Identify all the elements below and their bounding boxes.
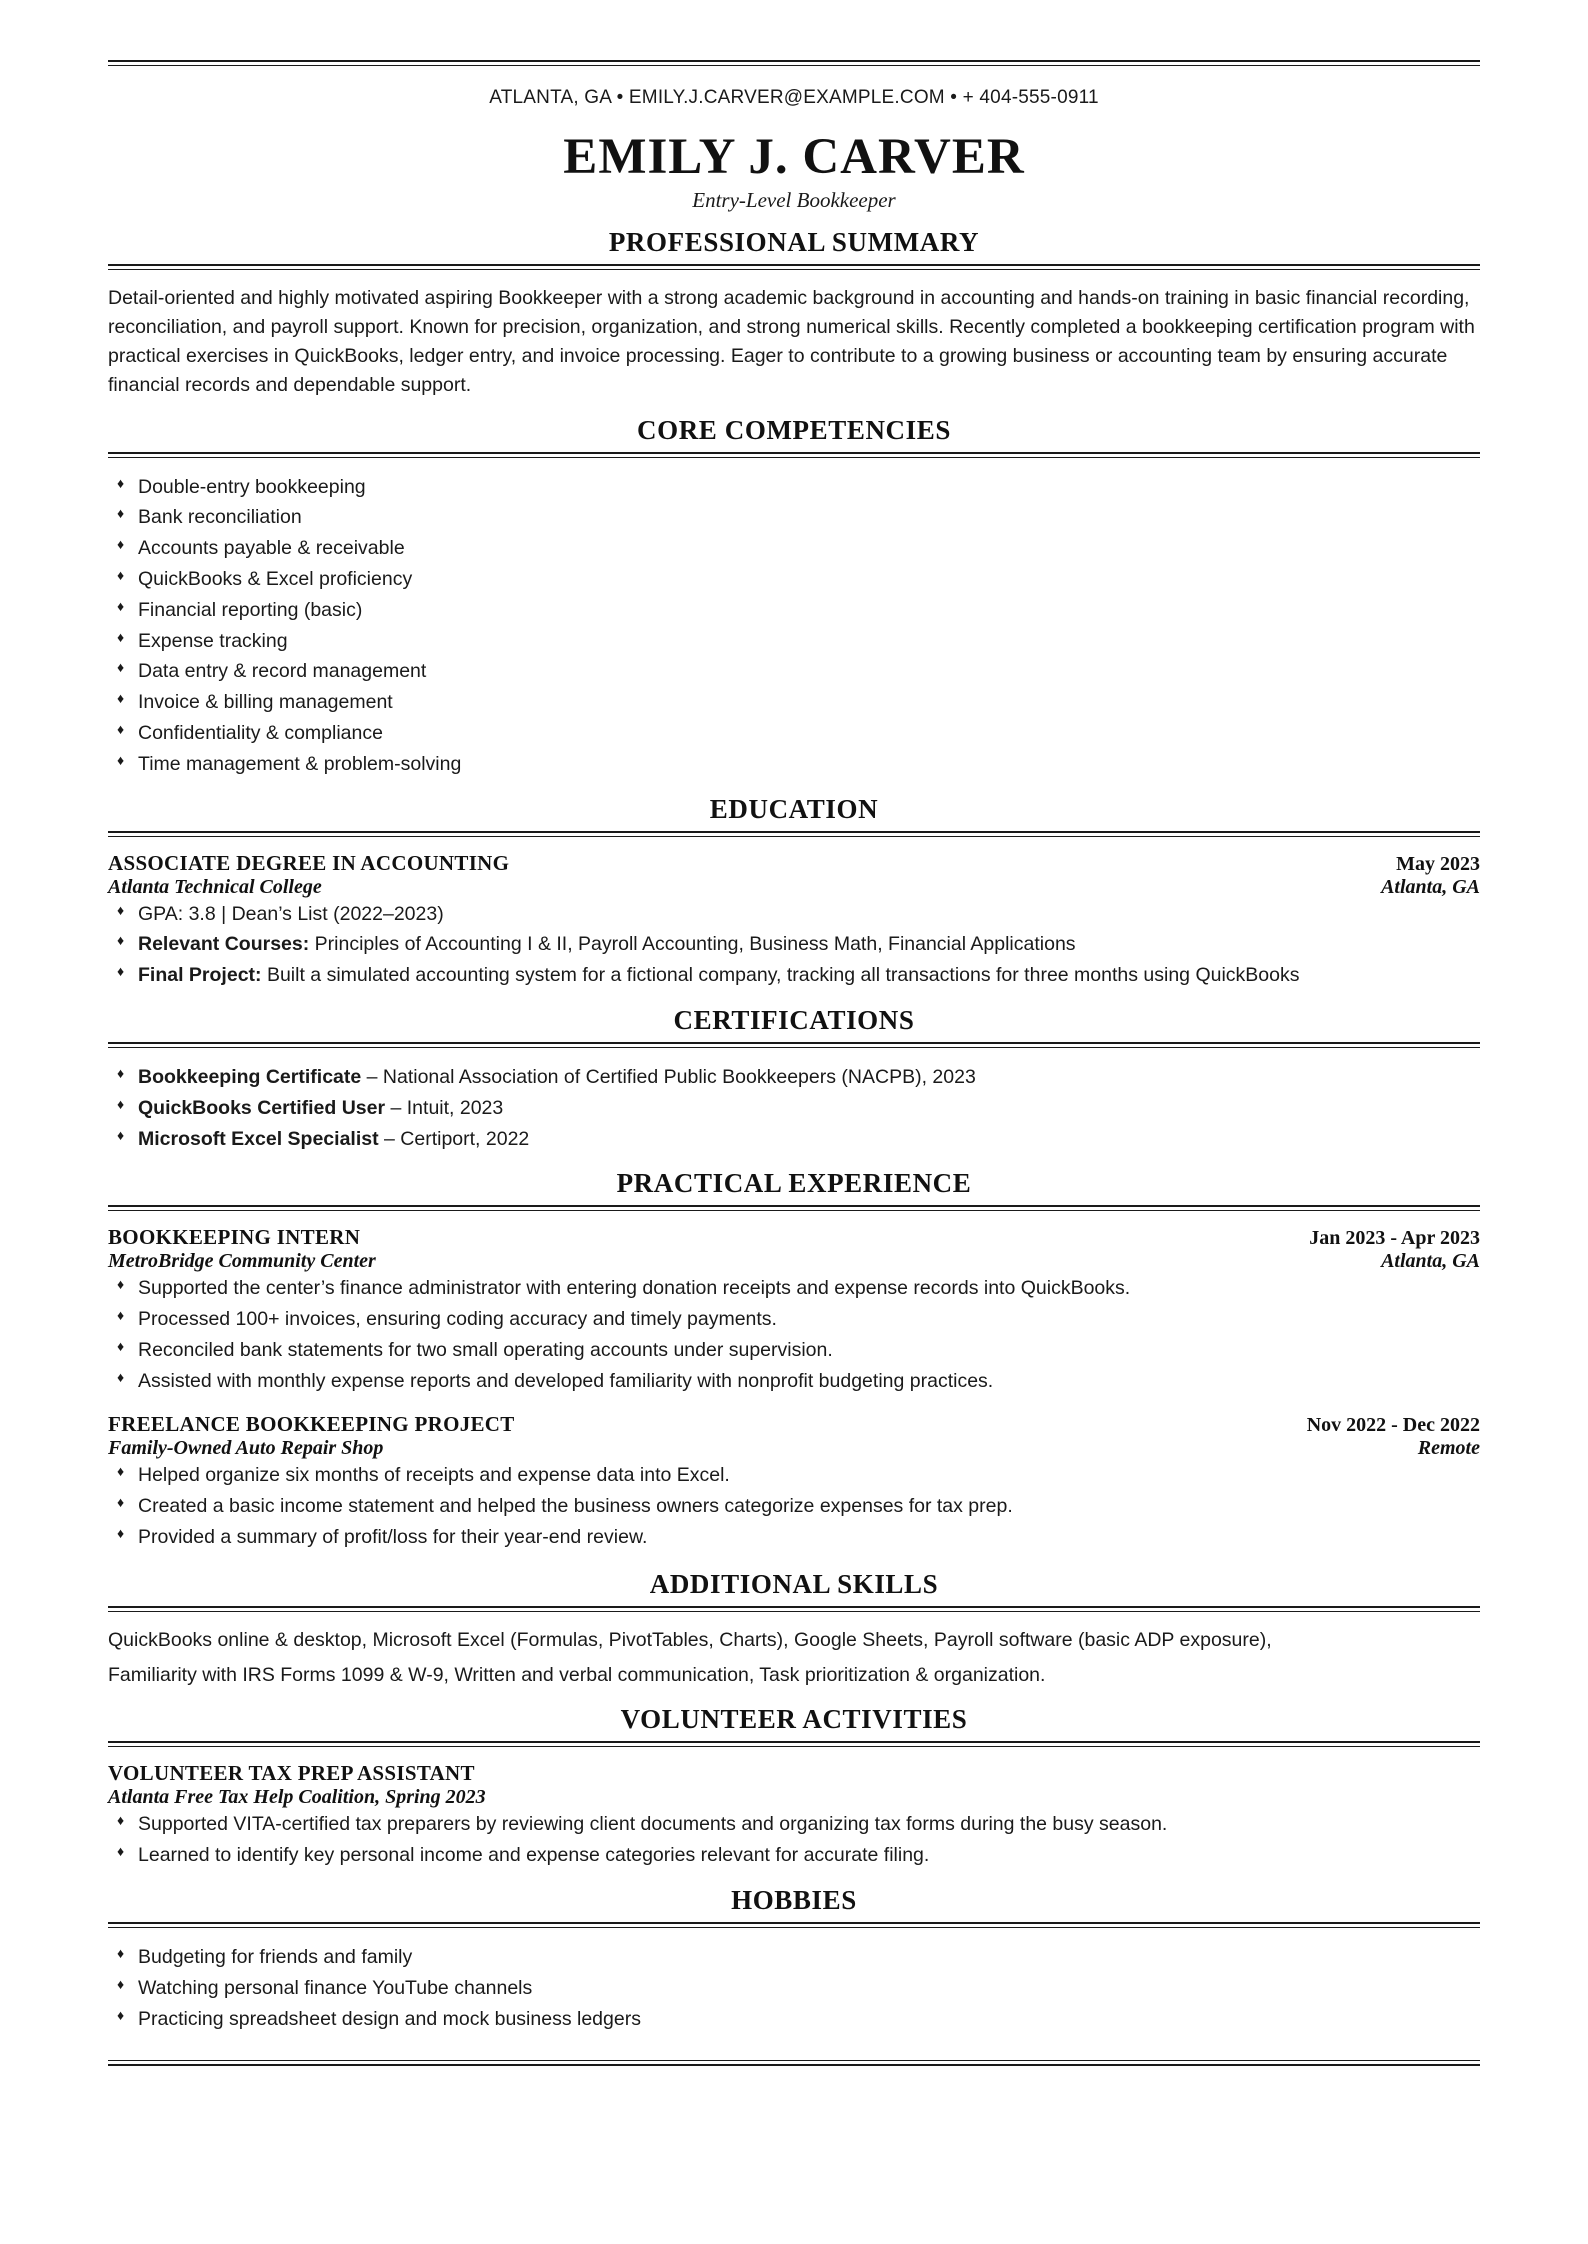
section-divider: [108, 452, 1480, 458]
list-item: ♦ Watching personal finance YouTube channels: [108, 1973, 1480, 2004]
list-item: ♦ Practicing spreadsheet design and mock business ledgers: [108, 2004, 1480, 2035]
list-item: [108, 929, 1480, 960]
section-divider: [108, 264, 1480, 270]
list-item: ♦ Time management & problem-solving: [108, 749, 1480, 780]
education-bullets: [108, 899, 1480, 991]
list-item: ♦ Confidentiality & compliance: [108, 718, 1480, 749]
list-item: ♦ Provided a summary of profit/loss for their year-end review.: [108, 1522, 1480, 1553]
summary-text: Detail-oriented and highly motivated aspiring Bookkeeper with a strong academic background in accounting and hands-on training in basic financial recording, reconciliation, and payroll support. Known for precision, organization, and strong numerical skills. Recently completed a bookkeeping certification program with practical exercises in QuickBooks, ledger entry, and invoice processing. Eager to contribute to a growing business or accounting team by ensuring accurate financial records and dependable support.: [108, 286, 1475, 397]
header-divider: [108, 60, 1480, 66]
additional-skills-text: [108, 1626, 1480, 1691]
section-heading-certifications: CERTIFICATIONS: [673, 1004, 915, 1035]
list-item: ♦ Double-entry bookkeeping: [108, 472, 1480, 503]
list-item: ♦ Learned to identify key personal income and expense categories relevant for accurate filing.: [108, 1840, 1480, 1871]
list-item: [108, 1062, 1480, 1093]
bullet-label: Final Project:: [138, 964, 262, 987]
education-location: Atlanta, GA: [1381, 875, 1480, 898]
list-item: ♦ Created a basic income statement and helped the business owners categorize expenses for tax prep.: [108, 1491, 1480, 1522]
contact-line: ATLANTA, GA • EMILY.J.CARVER@EXAMPLE.COM • + 404-555-0911: [489, 87, 1099, 108]
list-item: ♦ Financial reporting (basic): [108, 595, 1480, 626]
list-item: ♦ Helped organize six months of receipts and expense data into Excel.: [108, 1460, 1480, 1491]
job-role-subtitle: Entry-Level Bookkeeper: [692, 187, 896, 212]
competencies-list: [108, 472, 1480, 780]
list-item: ♦ Supported VITA-certified tax preparers by reviewing client documents and organizing tax forms during the busy season.: [108, 1809, 1480, 1840]
job-bullets: [108, 1460, 1480, 1552]
certifications-list: [108, 1062, 1480, 1154]
certification-detail: – Intuit, 2023: [385, 1096, 504, 1119]
volunteer-bullets: [108, 1809, 1480, 1871]
footer-divider: [108, 2060, 1480, 2066]
section-divider: [108, 1205, 1480, 1211]
skills-line: Familiarity with IRS Forms 1099 & W-9, Written and verbal communication, Task prioritization & organization.: [108, 1664, 1046, 1687]
section-divider: [108, 831, 1480, 837]
job-location: Remote: [1417, 1437, 1480, 1460]
bullet-text: Built a simulated accounting system for a fictional company, tracking all transactions for three months using QuickBooks: [261, 964, 1300, 987]
certification-detail: – Certiport, 2022: [378, 1127, 530, 1150]
list-item: ♦ Assisted with monthly expense reports and developed familiarity with nonprofit budgeting practices.: [108, 1366, 1480, 1397]
volunteer-organization: Atlanta Free Tax Help Coalition, Spring 2023: [108, 1786, 486, 1809]
section-heading-experience: PRACTICAL EXPERIENCE: [616, 1168, 972, 1199]
list-item: ♦ QuickBooks & Excel proficiency: [108, 564, 1480, 595]
list-item: [108, 899, 1480, 930]
list-item: ♦ Accounts payable & receivable: [108, 533, 1480, 564]
section-divider: [108, 1922, 1480, 1928]
experience-entry: [108, 1412, 1480, 1552]
section-heading-summary: PROFESSIONAL SUMMARY: [608, 226, 980, 257]
list-item: [108, 960, 1480, 991]
job-organization: Family-Owned Auto Repair Shop: [108, 1437, 384, 1460]
education-degree: ASSOCIATE DEGREE IN ACCOUNTING: [108, 850, 510, 875]
hobbies-list: [108, 1942, 1480, 2034]
volunteer-title: VOLUNTEER TAX PREP ASSISTANT: [108, 1761, 475, 1786]
certification-name: Bookkeeping Certificate: [138, 1065, 362, 1088]
list-item: ♦ Reconciled bank statements for two small operating accounts under supervision.: [108, 1335, 1480, 1366]
list-item: ♦ Data entry & record management: [108, 656, 1480, 687]
list-item: ♦ Processed 100+ invoices, ensuring coding accuracy and timely payments.: [108, 1304, 1480, 1335]
section-heading-competencies: CORE COMPETENCIES: [637, 414, 951, 445]
experience-entry: [108, 1225, 1480, 1396]
list-item: ♦ Expense tracking: [108, 626, 1480, 657]
section-heading-hobbies: HOBBIES: [731, 1884, 857, 1915]
list-item: ♦ Supported the center’s finance administrator with entering donation receipts and expense records into QuickBooks.: [108, 1273, 1480, 1304]
list-item: [108, 1093, 1480, 1124]
section-divider: [108, 1042, 1480, 1048]
list-item: ♦ Budgeting for friends and family: [108, 1942, 1480, 1973]
education-date: May 2023: [1396, 852, 1480, 875]
section-divider: [108, 1606, 1480, 1612]
job-organization: MetroBridge Community Center: [108, 1250, 376, 1273]
section-heading-additional-skills: ADDITIONAL SKILLS: [649, 1568, 939, 1599]
skills-line: QuickBooks online & desktop, Microsoft Excel (Formulas, PivotTables, Charts), Google Sheets, Payroll software (basic ADP exposure),: [108, 1628, 1272, 1651]
job-bullets: [108, 1273, 1480, 1396]
certification-detail: – National Association of Certified Public Bookkeepers (NACPB), 2023: [361, 1065, 976, 1088]
job-date: Nov 2022 - Dec 2022: [1306, 1414, 1480, 1437]
education-entry: [108, 851, 1480, 991]
list-item: ♦ Invoice & billing management: [108, 687, 1480, 718]
section-divider: [108, 1741, 1480, 1747]
job-title: FREELANCE BOOKKEEPING PROJECT: [108, 1412, 515, 1437]
list-item: [108, 1124, 1480, 1155]
bullet-text: Principles of Accounting I & II, Payroll Accounting, Business Math, Financial Applications: [309, 933, 1076, 956]
bullet-text: GPA: 3.8 | Dean’s List (2022–2023): [138, 902, 444, 925]
bullet-label: Relevant Courses:: [138, 933, 310, 956]
job-location: Atlanta, GA: [1381, 1250, 1480, 1273]
certification-name: Microsoft Excel Specialist: [138, 1127, 379, 1150]
section-heading-volunteer: VOLUNTEER ACTIVITIES: [620, 1704, 968, 1735]
list-item: ♦ Bank reconciliation: [108, 502, 1480, 533]
job-date: Jan 2023 - Apr 2023: [1309, 1227, 1480, 1250]
volunteer-entry: [108, 1761, 1480, 1871]
page-title: EMILY J. CARVER: [563, 128, 1025, 185]
section-heading-education: EDUCATION: [709, 793, 879, 824]
education-school: Atlanta Technical College: [108, 875, 322, 898]
job-title: BOOKKEEPING INTERN: [108, 1225, 361, 1250]
certification-name: QuickBooks Certified User: [138, 1096, 386, 1119]
